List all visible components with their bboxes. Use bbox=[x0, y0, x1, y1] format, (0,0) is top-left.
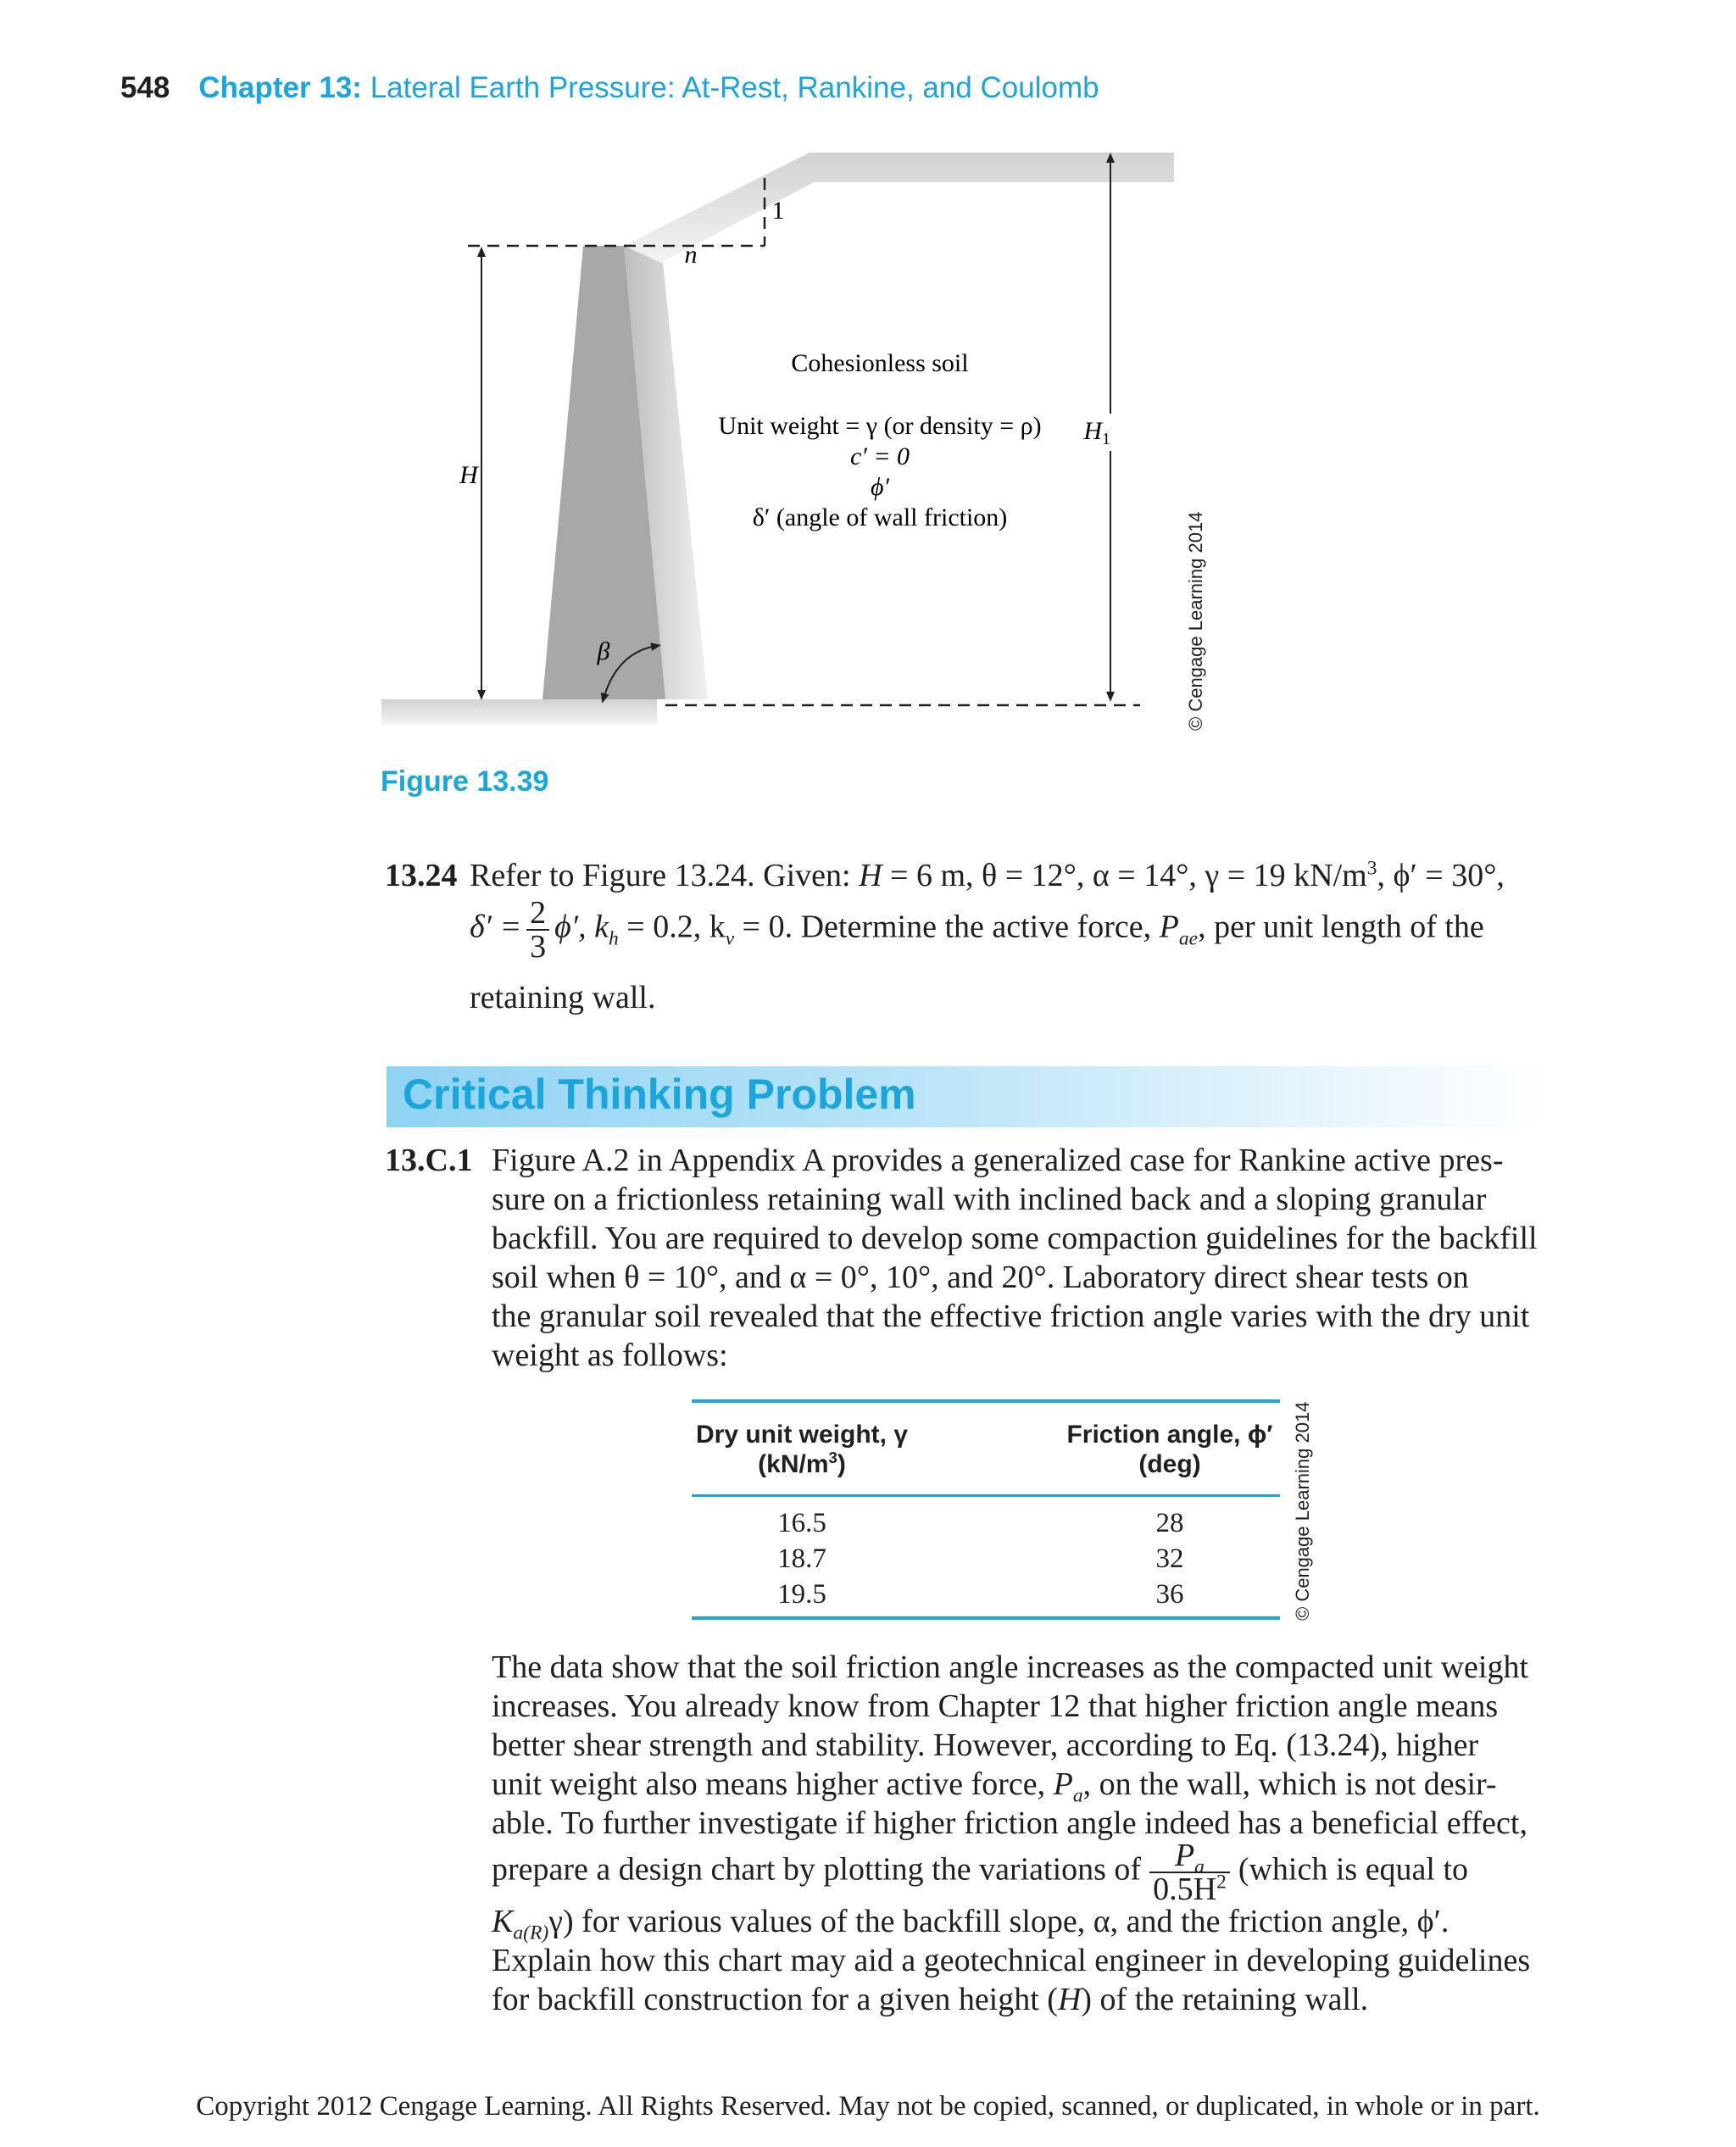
para-line: Figure A.2 in Appendix A provides a generalized case for Rankine active pres- bbox=[492, 1143, 1504, 1178]
table-header-dry-unit-weight: Dry unit weight, γ $(kN/m^3)$ bbox=[695, 1421, 909, 1478]
chapter-title: Lateral Earth Pressure: At-Rest, Rankine, and Coulomb bbox=[370, 71, 1099, 104]
figure-caption: Figure 13.39 bbox=[381, 765, 549, 798]
chapter-label: Chapter 13: bbox=[198, 71, 362, 104]
para-line: unit weight also means higher active force, $P_a$, on the wall, which is not desir- bbox=[492, 1766, 1497, 1807]
table-cell: 16.5 bbox=[777, 1508, 826, 1538]
footer-copyright: Copyright 2012 Cengage Learning. All Rights Reserved. May not be copied, scanned, or duplicated, in whole or in part. bbox=[196, 2091, 1540, 2122]
problem-number: 13.24 bbox=[385, 858, 458, 893]
para-line: increases. You already know from Chapter 12 that higher friction angle means bbox=[492, 1688, 1499, 1724]
fraction-two-thirds: $\frac{2}{3}$ bbox=[526, 897, 549, 963]
para-line: the granular soil revealed that the effective friction angle varies with the dry unit bbox=[492, 1299, 1530, 1334]
para-line: better shear strength and stability. However, according to Eq. (13.24), higher bbox=[492, 1727, 1479, 1763]
retaining-wall-figure bbox=[373, 144, 1221, 754]
table-header-friction-angle: Friction angle, ϕ′ (deg) bbox=[1066, 1421, 1273, 1478]
para-line: weight as follows: bbox=[492, 1338, 728, 1373]
table-top-rule bbox=[692, 1399, 1280, 1403]
problem-line-1: Refer to Figure 13.24. Given: H = 6 m, θ = 12°, α = 14°, γ = 19 $kN/m^3$, ϕ′ = 30°, bbox=[470, 857, 1505, 893]
label-n: n bbox=[684, 241, 698, 269]
page-number: 548 bbox=[120, 71, 170, 104]
section-title: Critical Thinking Problem bbox=[403, 1071, 916, 1118]
table-header-rule bbox=[692, 1494, 1280, 1497]
label-c-prime: c′ = 0 bbox=[849, 442, 910, 470]
label-H1: $H_1$ bbox=[1083, 417, 1110, 448]
para-line: able. To further investigate if higher friction angle indeed has a beneficial effect, bbox=[492, 1805, 1527, 1841]
table-cell: 36 bbox=[1155, 1579, 1184, 1610]
label-beta: β bbox=[597, 637, 610, 665]
problem-number-13-c-1: 13.C.1 bbox=[385, 1143, 473, 1178]
label-phi-prime: ϕ′ bbox=[870, 473, 890, 501]
para-line: for backfill construction for a given height (H) of the retaining wall. bbox=[492, 1982, 1369, 2017]
table-cell: 32 bbox=[1155, 1544, 1184, 1574]
para-line: Explain how this chart may aid a geotechnical engineer in developing guidelines bbox=[492, 1943, 1531, 1978]
problem-line-2: δ′ = $\frac{2}{3}$ ϕ′, $k_h = 0.2$, $k_v = 0$. Determine the active force, $P_{ae}$, per unit length of the bbox=[470, 895, 1484, 965]
table-cell: 19.5 bbox=[777, 1579, 826, 1610]
para-line: The data show that the soil friction angle increases as the compacted unit weight bbox=[492, 1649, 1528, 1685]
table-cell: 28 bbox=[1155, 1508, 1184, 1538]
label-soil: Cohesionless soil bbox=[791, 349, 969, 377]
label-one: 1 bbox=[771, 197, 785, 225]
label-delta-prime: δ′ (angle of wall friction) bbox=[752, 503, 1008, 531]
table-bottom-rule bbox=[692, 1616, 1280, 1620]
table-copyright: © Cengage Learning 2014 bbox=[1292, 1401, 1313, 1621]
running-header bbox=[120, 71, 1099, 105]
friction-angle-table bbox=[692, 1399, 1280, 1620]
para-line: sure on a frictionless retaining wall with inclined back and a sloping granular bbox=[492, 1182, 1487, 1217]
label-unit-weight: Unit weight = γ (or density = ρ) bbox=[718, 412, 1042, 440]
para-line-with-fraction: prepare a design chart by plotting the variations of $\frac{P_a}{0.5H^2}$ (which is equal to bbox=[492, 1838, 1469, 1907]
para-line: $K_{a(R)}\gamma$) for various values of the backfill slope, α, and the friction angle, ϕ′. bbox=[492, 1904, 1449, 1944]
table-cell: 18.7 bbox=[777, 1544, 826, 1574]
para-line: soil when θ = 10°, and α = 0°, 10°, and 20°. Laboratory direct shear tests on bbox=[492, 1260, 1469, 1295]
para-line: backfill. You are required to develop some compaction guidelines for the backfill bbox=[492, 1221, 1538, 1256]
figure-copyright: © Cengage Learning 2014 bbox=[1185, 511, 1206, 731]
problem-line-3: retaining wall. bbox=[470, 980, 656, 1015]
ground-surface bbox=[381, 699, 657, 725]
label-H: H bbox=[459, 461, 478, 489]
fraction-pa-over-half-h-squared: $\frac{P_a}{0.5H^2}$ bbox=[1149, 1839, 1230, 1905]
